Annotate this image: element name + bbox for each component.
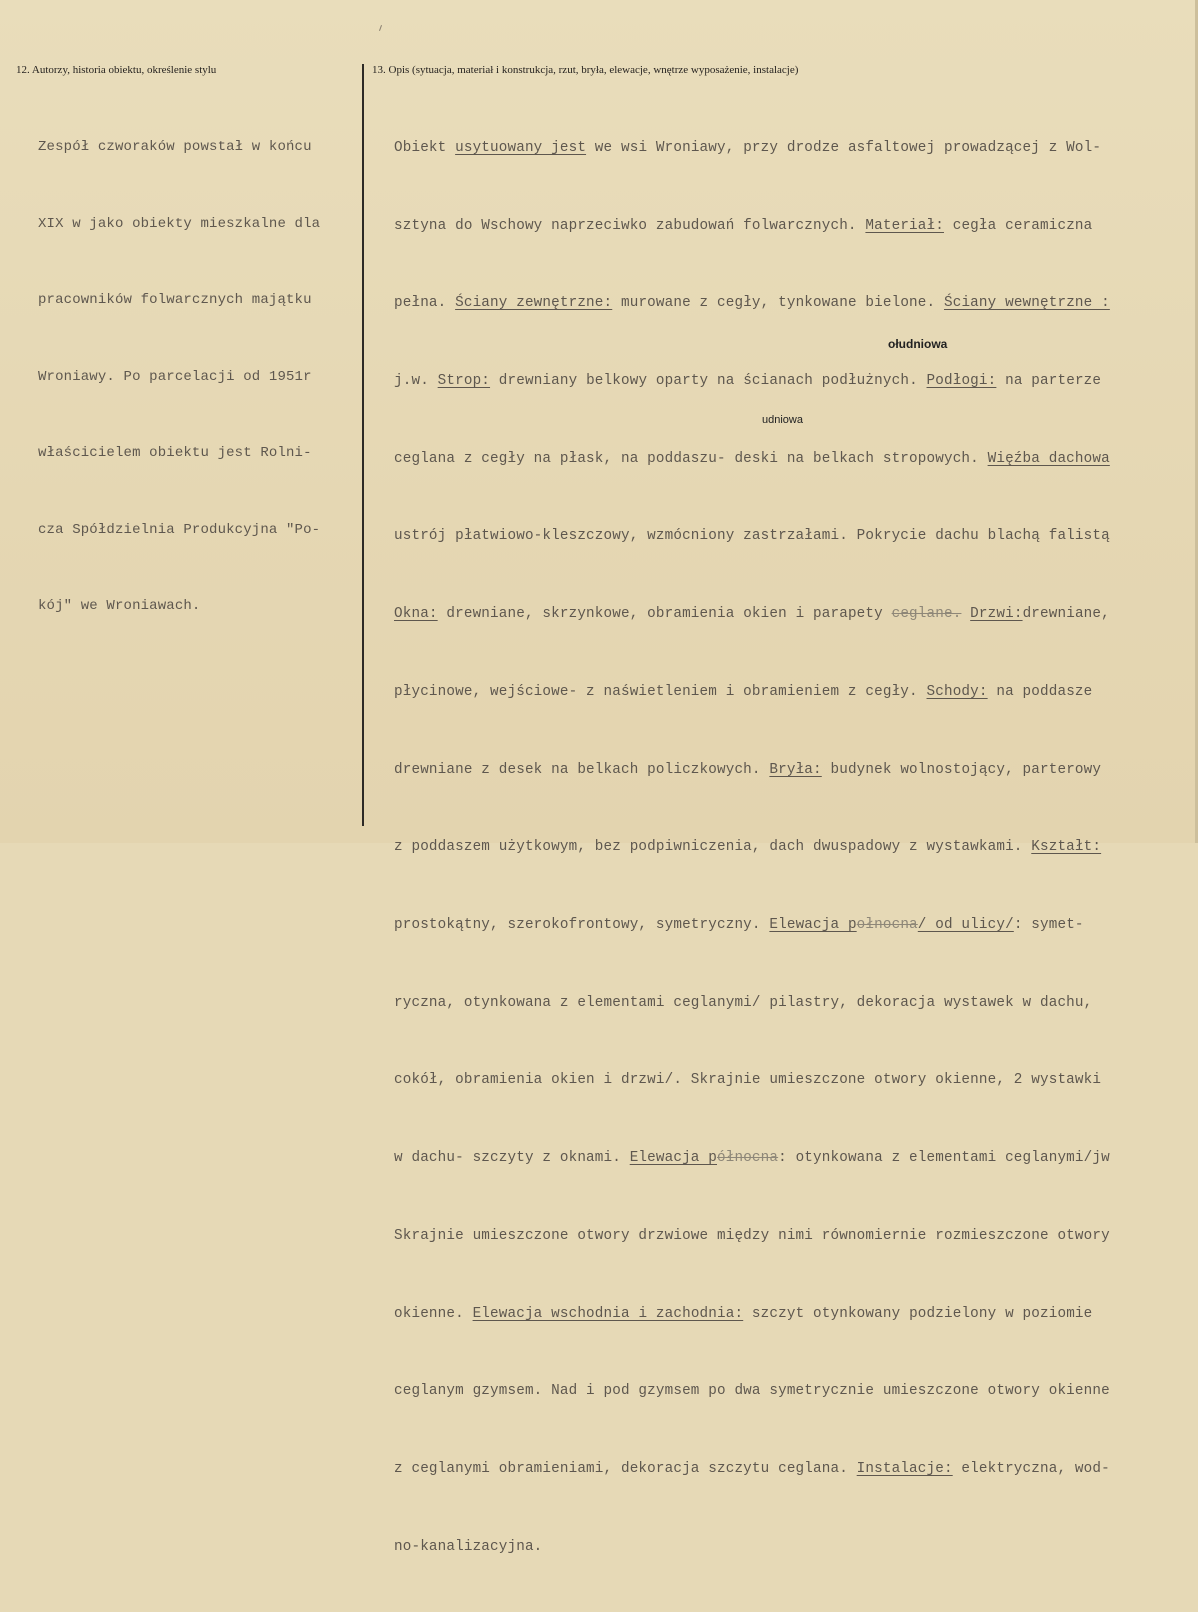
text-run: na parterze (996, 372, 1102, 389)
section-12-header: 12. Autorzy, historia obiektu, określenie stylu (16, 64, 217, 76)
text-run: : symet- (1013, 917, 1084, 933)
text-run (961, 606, 970, 622)
text-line: no-kanalizacyjna. (394, 1538, 543, 1555)
struck-text: ołnocna (856, 917, 918, 933)
underlined-term: Instalacje: (856, 1461, 953, 1478)
text-line: ryczna, otynkowana z elementami ceglanymi/ pilastry, dekoracja wystawek w dachu, (394, 994, 1093, 1011)
text-run: w dachu- szczyty z oknami. (394, 1150, 630, 1167)
underlined-term: Elewacja p (629, 1150, 717, 1167)
column-divider (362, 64, 364, 826)
text-run: szczyt otynkowany podzielony w poziomie (743, 1305, 1093, 1322)
underlined-term: Kształt: (1031, 839, 1102, 856)
text-line (394, 1457, 1110, 1483)
section-13-text (394, 84, 1110, 1612)
text-run: drewniane z desek na belkach policzkowych. (394, 761, 770, 778)
text-run: ceglana z cegły na płask, na poddaszu- deski na belkach stropowych. (394, 450, 988, 467)
text-run: okienne. (394, 1305, 473, 1322)
text-run: płycinowe, wejściowe- z naświetleniem i obramieniem z cegły. (394, 683, 927, 700)
text-line (394, 913, 1110, 939)
text-run: elektryczna, wod- (952, 1461, 1110, 1478)
underlined-term: Schody: (926, 683, 988, 700)
text-line (394, 835, 1110, 861)
text-run: pełna. (394, 295, 456, 312)
text-run: : otynkowana z elementami ceglanymi/jw (778, 1150, 1110, 1167)
text-line: ustrój płatwiowo-kleszczowy, wzmócniony zastrzałami. Pokrycie dachu blachą falistą (394, 528, 1110, 545)
text-run: j.w. (394, 372, 438, 389)
text-run: Obiekt (394, 139, 456, 156)
text-run: drewniany belkowy oparty na ścianach podłużnych. (490, 372, 927, 389)
text-run: cegła ceramiczna (943, 217, 1093, 234)
text-run: we wsi Wroniawy, przy drodze asfaltowej prowadzącej z Wol- (586, 139, 1102, 156)
underlined-term: Elewacja wschodnia i zachodnia: (472, 1305, 744, 1322)
text-line: właścicielem obiektu jest Rolni- (38, 445, 312, 461)
text-run: z poddaszem użytkowym, bez podpiwniczenia, dach dwuspadowy z wystawkami. (394, 839, 1032, 856)
text-run: drewniane, (1022, 606, 1110, 623)
underlined-term: / od ulicy/ (917, 917, 1014, 933)
text-line (394, 1146, 1110, 1172)
text-run: sztyna do Wschowy naprzeciwko zabudowań folwarcznych. (394, 217, 866, 234)
text-run: drewniane, skrzynkowe, obramienia okien i parapety (437, 606, 892, 623)
text-line: Zespół czworaków powstał w końcu (38, 139, 312, 155)
underlined-term: Ściany zewnętrzne: (455, 295, 613, 312)
underlined-term: Podłogi: (926, 372, 997, 389)
text-line: cza Spółdzielnia Produkcyjna "Po- (38, 521, 321, 538)
text-run: budynek wolnostojący, parterowy (821, 761, 1102, 778)
text-run: z ceglanymi obramieniami, dekoracja szczytu ceglana. (394, 1461, 857, 1478)
text-line (394, 369, 1110, 395)
underlined-term: Drzwi: (970, 606, 1023, 623)
text-line: cokół, obramienia okien i drzwi/. Skrajnie umieszczone otwory okienne, 2 wystawki (394, 1072, 1102, 1089)
underlined-term: Więźba dachowa (987, 450, 1110, 467)
underlined-term: usytuowany jest (455, 139, 587, 156)
section-13-header: 13. Opis (sytuacja, materiał i konstrukcja, rzut, bryła, elewacje, wnętrze wyposażenie, instalacje) (372, 64, 799, 76)
underlined-term: Materiał: (865, 217, 944, 234)
section-12-text (38, 84, 320, 671)
text-line (394, 291, 1110, 317)
text-line: ceglanym gzymsem. Nad i pod gzymsem po dwa symetrycznie umieszczone otwory okienne (394, 1383, 1110, 1400)
handwritten-correction: udniowa (762, 414, 803, 426)
text-line (394, 680, 1110, 706)
text-line: kój" we Wroniawach. (38, 598, 201, 614)
text-line (394, 214, 1110, 240)
paper-mark (379, 25, 382, 31)
text-run: prostokątny, szerokofrontowy, symetryczny. (394, 917, 770, 933)
underlined-term: Okna: (394, 606, 438, 623)
text-line (394, 136, 1110, 162)
text-line (394, 1302, 1110, 1328)
text-run: na poddasze (987, 683, 1093, 700)
text-line: XIX w jako obiekty mieszkalne dla (38, 215, 321, 232)
text-line (394, 602, 1110, 628)
underlined-term: Elewacja p (769, 917, 857, 933)
text-line (394, 758, 1110, 784)
underlined-term: Bryła: (769, 761, 822, 778)
struck-text: ółnocna (717, 1150, 779, 1167)
text-line: Wroniawy. Po parcelacji od 1951r (38, 368, 312, 385)
underlined-term: Ściany wewnętrzne : (943, 295, 1110, 312)
underlined-term: Strop: (437, 372, 491, 389)
handwritten-correction: ołudniowa (888, 337, 948, 351)
struck-text: ceglane. (891, 606, 962, 623)
text-line: Skrajnie umieszczone otwory drzwiowe między nimi równomiernie rozmieszczone otwory (394, 1227, 1110, 1244)
text-run: murowane z cegły, tynkowane bielone. (612, 295, 944, 312)
text-line (394, 447, 1110, 473)
text-line: pracowników folwarcznych majątku (38, 292, 312, 308)
